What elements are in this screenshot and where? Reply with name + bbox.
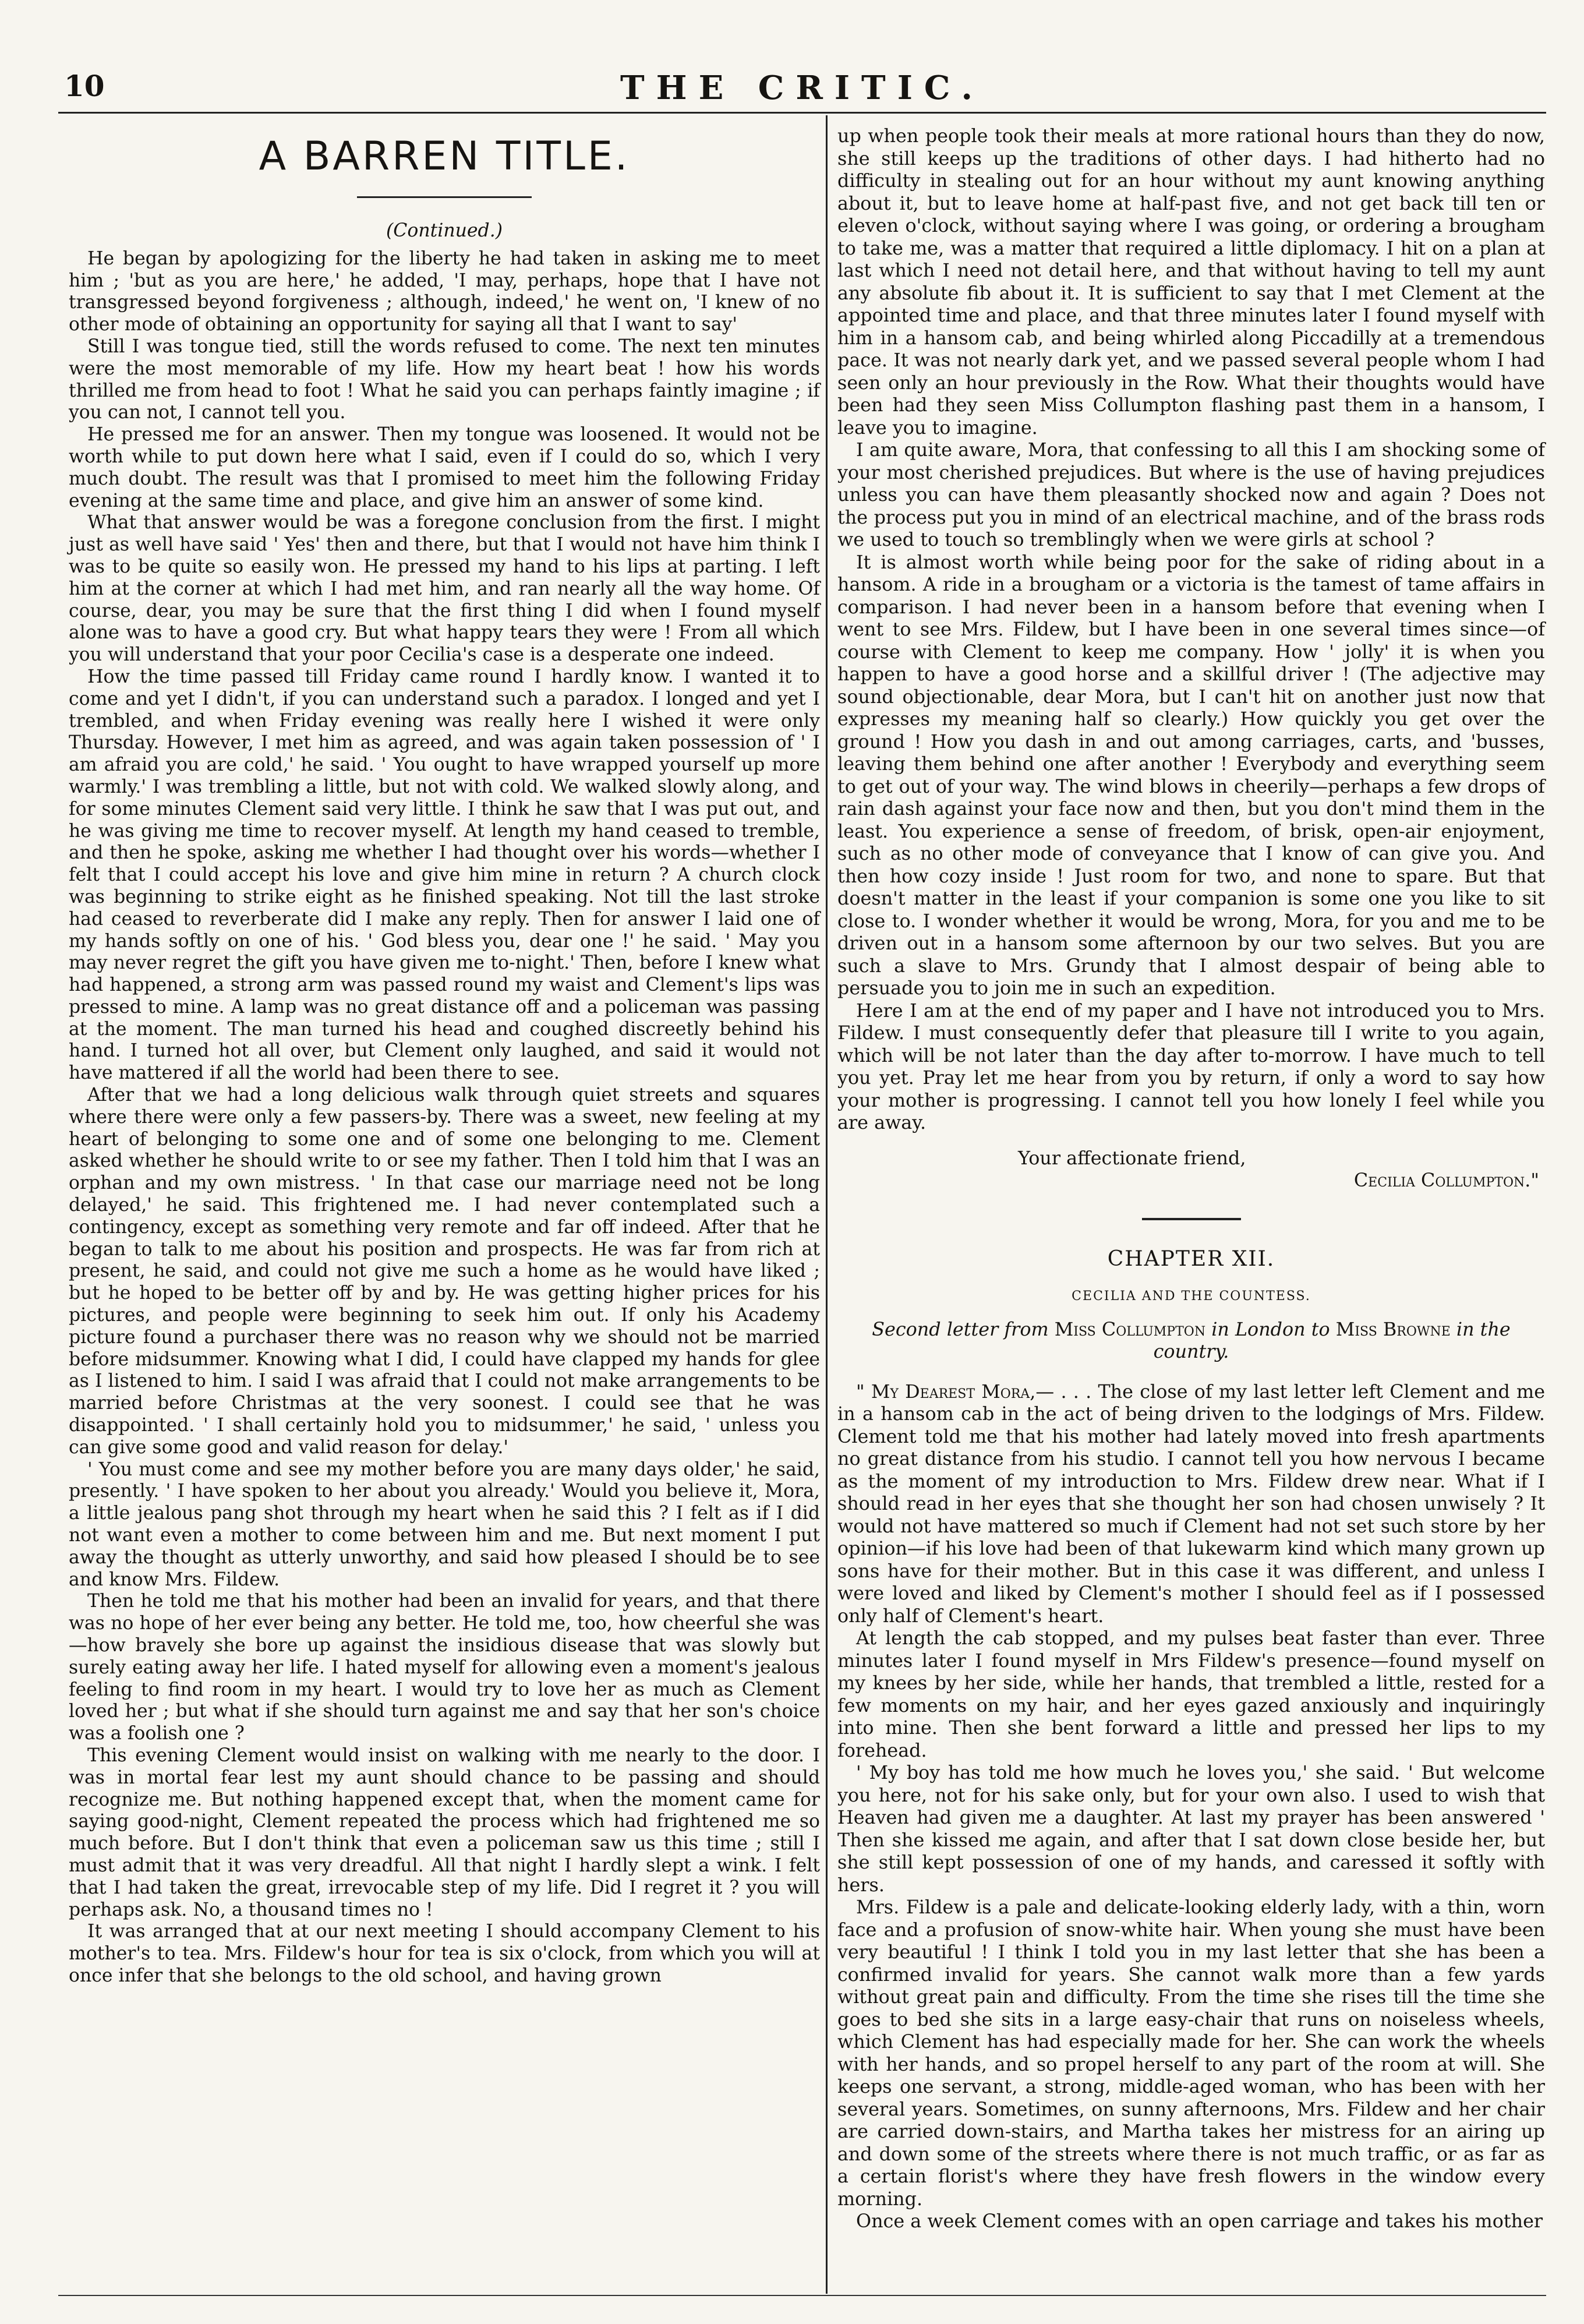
chapter-desc-name: Miss Collumpton [1054, 1318, 1206, 1340]
letter-salutation: " My Dearest Mora,— [856, 1380, 1055, 1403]
paragraph: Then he told me that his mother had been an invalid for years, and that there was no hope of her ever being any better. He told me, too, how cheerful she was—how bravely she bore up against the insidious disease that was slowly but surely eating away her life. I hated myself for allowing even a moment's jealous feeling to find room in my heart. I would try to love her as much as Clement loved her ; but what if she should turn against me and say that her son's choice was a foolish one ? [69, 1591, 820, 1744]
page-number: 10 [64, 69, 105, 103]
paragraph-text: . . . The close of my last letter left Clement and me in a hansom cab in the act of being driven to the lodgings of Mrs. Fildew. Clement told me that his mother had lately moved into fresh apartments no great distance from his studio. I cannot tell you how nervous I became as the moment of my introduction to Mrs. Fildew drew near. What if I should read in her eyes that she thought her son had chosen unwisely ? It would not have mattered so much if Clement had not set such store by her opinion—if his love had been of that lukewarm kind which many grown up sons have for their mother. But in this case it was different, and unless I were loved and liked by Clement's mother I should feel as if I possessed only half of Clement's heart. [837, 1380, 1546, 1627]
paragraph: At length the cab stopped, and my pulses beat faster than ever. Three minutes later I found myself in Mrs Fildew's presence—found myself on my knees by her side, while her hands, that trembled a little, rested for a few moments on my hair, and her eyes gazed anxiously and inquiringly into mine. Then she bent forward a little and pressed her lips to my forehead. [837, 1627, 1545, 1761]
footer-rule [58, 2295, 1546, 2296]
paragraph: Here I am at the end of my paper and I have not introduced you to Mrs. Fildew. I must consequently defer that pleasure till I write to you again, which will be not later than the day after to-morrow. I have much to tell you yet. Pray let me hear from you by return, if only a word to say how your mother is progressing. I cannot tell you how lonely I feel while you are away. [837, 999, 1545, 1133]
paragraph: I am quite aware, Mora, that confessing to all this I am shocking some of your most cherished prejudices. But where is the use of having prejudices unless you can have them pleasantly shocked now and again ? Does not the process put you in mind of an electrical machine, and of the brass rods we used to touch so tremblingly when we were girls at school ? [837, 439, 1545, 550]
page-header [58, 69, 1546, 105]
chapter-desc-name: Miss Browne [1335, 1318, 1451, 1340]
header-rule [58, 112, 1546, 114]
paragraph: It is almost worth while being poor for the sake of riding about in a hansom. A ride in a brougham or a victoria is the tamest of tame affairs in comparison. I had never been in a hansom before that evening when I went to see Mrs. Fildew, but I have been in one several times since—of course with Clement to keep me company. How ' jolly' it is when you happen to have a good horse and a skillful driver ! (The adjective may sound objectionable, dear Mora, but I can't hit on another just now that expresses my meaning half so clearly.) How quickly you get over the ground ! How you dash in and out among carriages, carts, and 'busses, leaving them behind one after another ! Everybody and everything seem to get out of your way. The wind blows in cheerily—perhaps a few drops of rain dash against your face now and then, but you don't mind them in the least. You experience a sense of freedom, of brisk, open-air enjoyment, such as no other mode of conveyance that I know of can give you. And then how cozy inside ! Just room for two, and none to spare. But that doesn't matter in the least if your companion is some one you like to sit close to. I wonder whether it would be wrong, Mora, for you and me to be driven out in a hansom some afternoon by our two selves. But you are such a slave to Mrs. Grundy that I almost despair of being able to persuade you to join me in such an expedition. [837, 551, 1545, 999]
column-divider [826, 115, 828, 2294]
chapter-rule [1142, 1218, 1241, 1220]
paragraph: ' You must come and see my mother before you are many days older,' he said, presently. ' I have spoken to her about you already.' Would you believe it, Mora, a little jealous pang shot through my heart when he said this ? I felt as if I did not want even a mother to come between him and me. But next moment I put away the thought as utterly unworthy, and said how pleased I should be to see and know Mrs. Fildew. [69, 1458, 820, 1590]
continued-label: (Continued.) [386, 220, 503, 241]
chapter-description [837, 1319, 1545, 1364]
paragraph: Once a week Clement comes with an open carriage and takes his mother [856, 2210, 1543, 2232]
chapter-subtitle: CECILIA AND THE COUNTESS. [1072, 1289, 1311, 1304]
paragraph: How the time passed till Friday came round I hardly know. I wanted it to come and yet I didn't, if you can understand such a paradox. I longed and yet I trembled, and when Friday evening was really here I wished it were only Thursday. However, I met him as agreed, and was again taken possession of ' I am afraid you are cold,' he said. ' You ought to have wrapped yourself up more warmly.' I was trembling a little, but not with cold. We walked slowly along, and for some minutes Clement said very little. I think he saw that I was put out, and he was giving me time to recover myself. At length my hand ceased to tremble, and then he spoke, asking me whether I had thought over his words—whether I felt that I could accept his love and give him mine in return ? A church clock was beginning to strike eight as he finished speaking. Not till the last stroke had ceased to reverberate did I make any reply. Then for answer I laid one of my hands softly on one of his. ' God bless you, dear one !' he said. ' May you may never regret the gift you have given me to-night.' Then, before I knew what had happened, a strong arm was passed round my waist and Clement's lips was pressed to mine. A lamp was no great distance off and a policeman was passing at the moment. The man turned his head and coughed discreetly behind his hand. I turned hot all over, but Clement only laughed, and said it would not have mattered if all the world had been there to see. [69, 666, 820, 1084]
paragraph: ' My boy has told me how much he loves you,' she said. ' But welcome you here, not for his sake only, but for your own also. I used to wish that Heaven had given me a daughter. At last my prayer has been answered ' Then she kissed me again, and after that I sat down close beside her, but she still kept possession of one of my hands, and caressed it softly with hers. [837, 1762, 1545, 1896]
chapter-desc-part: in the country. [1153, 1318, 1511, 1362]
paragraph: Mrs. Fildew is a pale and delicate-looking elderly lady, with a thin, worn face and a profusion of snow-white hair. When young she must have been very beautiful ! I think I told you in my last letter that she has been a confirmed invalid for years. She cannot walk more than a few yards without great pain and difficulty. From the time she rises till the time she goes to bed she sits in a large easy-chair that runs on noiseless wheels, which Clement has had especially made for her. She can work the wheels with her hands, and so propel herself to any part of the room at will. She keeps one servant, a strong, middle-aged woman, who has been with her several years. Sometimes, on sunny afternoons, Mrs. Fildew and her chair are carried down-stairs, and Martha takes her mistress for an airing up and down some of the streets where there is not much traffic, or as far as a certain florist's where they have fresh flowers in the window every morning. [837, 1896, 1545, 2210]
paragraph: He pressed me for an answer. Then my tongue was loosened. It would not be worth while to put down here what I said, even if I could do so, which I very much doubt. The result was that I promised to meet him the following Friday evening at the same time and place, and give him an answer of some kind. [69, 424, 820, 511]
right-column [837, 125, 1545, 2233]
article-title: A BARREN TITLE. [259, 133, 630, 179]
letter-signature: Cecilia Collumpton." [1353, 1170, 1539, 1191]
paragraph: What that answer would be was a foregone conclusion from the first. I might just as well have said ' Yes' then and there, but that I would not have him think I was to be quite so easily won. He pressed my hand to his lips at parting. I left him at the corner at which I had met him, and ran nearly all the way home. Of course, dear, you may be sure that the first thing I did when I found myself alone was to have a good cry. But what happy tears they were ! From all which you will understand that your poor Cecilia's case is a desperate one indeed. [69, 512, 820, 666]
paragraph: up when people took their meals at more rational hours than they do now, she still keeps up the traditions of other days. I had hitherto had no difficulty in stealing out for an hour without my aunt knowing anything about it, but to leave home at half-past five, and not get back till ten or eleven o'clock, without saying where I was going, or ordering a brougham to take me, was a matter that required a little diplomacy. I hit on a plan at last which I need not detail here, and that without having to tell my aunt any absolute fib about it. It is sufficient to say that I met Clement at the appointed time and place, and that three minutes later I found myself with him in a hansom cab, and being whirled along Piccadilly at a tremendous pace. It was not nearly dark yet, and we passed several people whom I had seen only an hour previously in the Row. What their thoughts would have been had they seen Miss Collumpton flashing past them in a hansom, I leave you to imagine. [837, 125, 1545, 439]
chapter-title: CHAPTER XII. [1107, 1246, 1275, 1271]
masthead: THE CRITIC. [620, 69, 984, 107]
paragraph: This evening Clement would insist on walking with me nearly to the door. I was in mortal fear lest my aunt should chance to be passing and should recognize me. But nothing happened except that, when the moment came for saying good-night, Clement repeated the process which had frightened me so much before. But I don't think that even a policeman saw us this time ; still I must admit that it was very dreadful. All that night I hardly slept a wink. I felt that I had taken the great, irrevocable step of my life. Did I regret it ? you will perhaps ask. No, a thousand times no ! [69, 1744, 820, 1920]
title-rule [357, 196, 532, 198]
paragraph: He began by apologizing for the liberty he had taken in asking me to meet him ; 'but as you are here,' he added, 'I may, perhaps, hope that I have not transgressed beyond forgiveness ; although, indeed,' he went on, 'I knew of no other mode of obtaining an opportunity for saying all that I want to say' [69, 248, 820, 335]
paragraph: It was arranged that at our next meeting I should accompany Clement to his mother's to tea. Mrs. Fildew's hour for tea is six o'clock, from which you will at once infer that she belongs to the old school, and having grown [69, 1921, 820, 1986]
left-column [69, 125, 820, 1987]
paragraph [837, 1381, 1545, 1628]
paragraph: After that we had a long delicious walk through quiet streets and squares where there were only a few passers-by. There was a sweet, new feeling at my heart of belonging to some one and of some one belonging to me. Clement asked whether he should write to or see my father. Then I told him that I was an orphan and my own mistress. ' In that case our marriage need not be long delayed,' he said. This frightened me. I had never contemplated such a contingency, except as something very remote and far off indeed. After that he began to talk to me about his position and prospects. He was far from rich at present, he said, and could not give me such a home as he would have liked ; but he hoped to be better off by and by. He was getting higher prices for his pictures, and people were beginning to seek him out. If only his Academy picture found a purchaser there was no reason why we should not be married before midsummer. Knowing what I did, I could have clapped my hands for glee as I listened to him. I said I was afraid that I could not make arrangements to be married before Christmas at the very soonest. I could see that he was disappointed. ' I shall certainly hold you to midsummer,' he said, ' unless you can give some good and valid reason for delay.' [69, 1085, 820, 1458]
letter-closing: Your affectionate friend, [1018, 1147, 1246, 1169]
paragraph: Still I was tongue tied, still the words refused to come. The next ten minutes were the most memorable of my life. How my heart beat ! how his words thrilled me from head to foot ! What he said you can perhaps faintly imagine ; if you can not, I cannot tell you. [69, 335, 820, 423]
chapter-desc-part: Second letter from [872, 1318, 1049, 1340]
chapter-desc-part: in London to [1211, 1318, 1330, 1340]
